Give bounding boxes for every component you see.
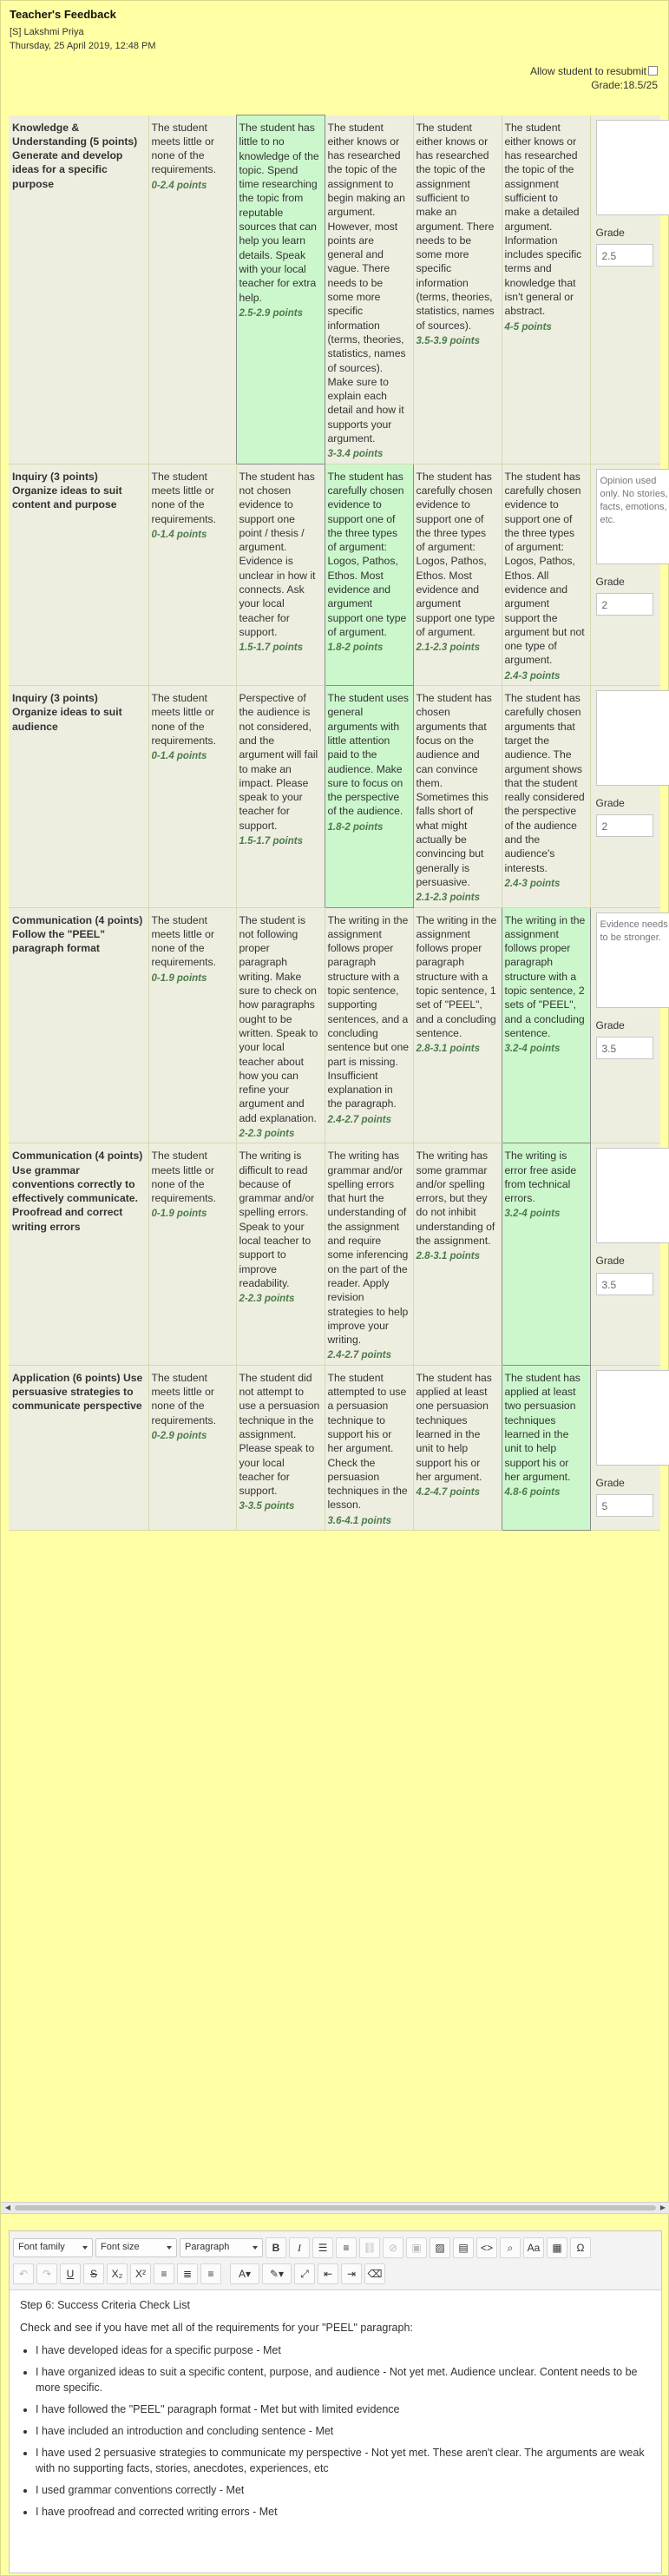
checklist-item: • I have proofread and corrected writing errors - Met (36, 2504, 651, 2520)
fullscreen-icon[interactable]: ⤢ (294, 2263, 315, 2284)
remark-textarea[interactable] (596, 120, 669, 215)
rubric-level[interactable] (236, 1143, 325, 1365)
level-description: The student meets little or none of the requirements. (151, 1371, 217, 1426)
checklist (20, 2342, 651, 2520)
remark-cell (590, 1365, 660, 1530)
level-points: 1.8-2 points (327, 821, 384, 833)
level-points: 0-1.4 points (151, 529, 207, 540)
scroll-left-icon[interactable]: ◀ (4, 2204, 11, 2211)
font-family-select[interactable]: Font family (13, 2238, 93, 2257)
remark-textarea[interactable] (596, 690, 669, 786)
level-description: The student has chosen arguments that focus on the audience and can convince them. Sometimes this falls short of what might actually be convincing but generally is persuasive. (416, 692, 492, 888)
rubric-row (9, 686, 660, 907)
level-description: The student has carefully chosen evidence to support one of the three types of argument: Logos, Pathos, Ethos. All evidence and argument support the argument but not one type of argument. (504, 470, 585, 667)
level-points: 3-3.5 points (239, 1501, 295, 1512)
rubric-level[interactable] (413, 464, 502, 685)
level-points: 0-2.9 points (151, 1430, 207, 1441)
level-description: The student has carefully chosen arguments that target the audience. The argument shows that the student really considered the perspective of the audience and the audience's interests. (504, 692, 585, 874)
rubric-level[interactable] (148, 464, 236, 685)
outdent-icon[interactable]: ⇤ (318, 2263, 338, 2284)
level-description: The student either knows or has researched the topic of the assignment to begin making an argument. However, most points are general and vague. There needs to be some more specific information (terms, theories, statistics, names of sources). Make sure to explain each detail and how it supports your argument. (327, 121, 406, 445)
checklist-item: • I used grammar conventions correctly - Met (36, 2482, 651, 2498)
rubric-table (9, 115, 668, 1531)
unlink-icon[interactable]: ⊘ (383, 2237, 403, 2258)
superscript-icon[interactable]: X² (130, 2263, 151, 2284)
scroll-right-icon[interactable]: ▶ (659, 2204, 666, 2211)
level-points: 2.4-2.7 points (327, 1350, 391, 1361)
font-size-select[interactable]: Font size (95, 2238, 177, 2257)
rubric-level[interactable] (502, 907, 590, 1143)
level-description: The writing in the assignment follows proper paragraph structure with a topic sentence, 2 sets of "PEEL", and a concluding sentence. (504, 913, 586, 1039)
media-icon[interactable]: ▣ (406, 2237, 427, 2258)
level-points: 2.8-3.1 points (416, 1251, 480, 1262)
rubric-row (9, 1143, 660, 1365)
rubric-level[interactable] (413, 686, 502, 907)
level-points: 3.6-4.1 points (327, 1515, 391, 1526)
resubmit-checkbox[interactable] (648, 66, 658, 76)
level-points: 1.5-1.7 points (239, 836, 303, 847)
criterion-title: Knowledge & Understanding (5 points) Generate and develop ideas for a specific purpose (9, 115, 148, 464)
text-color-icon[interactable]: A▾ (230, 2263, 259, 2284)
align-center-icon[interactable]: ≣ (177, 2263, 198, 2284)
criterion-title: Inquiry (3 points) Organize ideas to suit audience (9, 686, 148, 907)
image-icon[interactable]: ▨ (430, 2237, 450, 2258)
level-points: 0-2.4 points (151, 180, 207, 191)
grade-input[interactable]: 2.5 (596, 244, 653, 267)
level-points: 2-2.3 points (239, 1294, 295, 1305)
italic-icon[interactable]: I (289, 2237, 310, 2258)
rubric-level[interactable] (148, 1365, 236, 1530)
special-char-icon[interactable]: Aa (523, 2237, 544, 2258)
rubric-level[interactable] (236, 1365, 325, 1530)
level-points: 4.8-6 points (504, 1487, 561, 1499)
level-points: 3.2-4 points (504, 1209, 561, 1220)
criterion-title: Communication (4 points) Follow the "PEEL" paragraph format (9, 907, 148, 1143)
level-points: 4.2-4.7 points (416, 1487, 480, 1499)
rubric-level[interactable] (148, 907, 236, 1143)
bullet-list-icon[interactable]: ☰ (312, 2237, 333, 2258)
align-left-icon[interactable]: ≡ (154, 2263, 174, 2284)
rubric-level[interactable] (325, 686, 413, 907)
rubric-level[interactable] (236, 464, 325, 685)
grade-input[interactable]: 5 (596, 1494, 653, 1517)
checklist-intro: Check and see if you have met all of the requirements for your "PEEL" paragraph: (20, 2322, 413, 2334)
grade-input[interactable]: 3.5 (596, 1037, 653, 1059)
submission-date: Thursday, 25 April 2019, 12:48 PM (10, 41, 156, 51)
level-description: The writing in the assignment follows proper paragraph structure with a topic sentence, 1 set of "PEEL", and a concluding sentence. (416, 913, 497, 1039)
remark-textarea[interactable]: Evidence needs to be stronger. (596, 912, 669, 1008)
checklist-heading: Step 6: Success Criteria Check List (20, 2299, 190, 2311)
checklist-item: • I have followed the "PEEL" paragraph format - Met but with limited evidence (36, 2401, 651, 2417)
level-description: The student meets little or none of the requirements. (151, 1150, 217, 1205)
grade-total: Grade:18.5/25 (591, 79, 658, 91)
level-description: The student has applied at least two persuasion techniques learned in the unit to help support his or her argument. (504, 1371, 580, 1483)
level-description: The student meets little or none of the requirements. (151, 470, 217, 525)
scrollbar-thumb[interactable] (15, 2205, 656, 2210)
strikethrough-icon[interactable]: S (83, 2263, 104, 2284)
grade-label: Grade (595, 797, 625, 810)
resubmit-label: Allow student to resubmit (529, 65, 646, 77)
level-points: 1.8-2 points (327, 642, 384, 654)
remark-cell (590, 907, 668, 1143)
level-description: The student has little to no knowledge of the topic. Spend time researching the topic from reputable sources that can help you learn details. Speak with your local teacher for extra help. (239, 122, 319, 304)
level-points: 2.1-2.3 points (416, 893, 480, 904)
level-description: The student meets little or none of the requirements. (151, 692, 217, 747)
level-description: The student meets little or none of the requirements. (151, 121, 217, 176)
rubric-level[interactable] (325, 115, 413, 464)
rubric-level[interactable] (502, 686, 590, 907)
level-description: The student meets little or none of the requirements. (151, 913, 217, 969)
rubric-level[interactable] (325, 907, 413, 1143)
level-points: 2-2.3 points (239, 1128, 295, 1139)
remark-cell (590, 686, 660, 907)
level-points: 3.2-4 points (504, 1044, 561, 1055)
grade-label: Grade (595, 575, 625, 588)
highlight-color-icon[interactable]: ✎▾ (262, 2263, 292, 2284)
rubric-level[interactable] (325, 464, 413, 685)
rubric-level[interactable] (148, 115, 236, 464)
rubric-level[interactable] (502, 1365, 590, 1530)
find-icon[interactable]: ⌕ (500, 2237, 521, 2258)
level-points: 0-1.9 points (151, 972, 207, 984)
level-description: The student is not following proper paragraph writing. Make sure to check on how paragraphs ought to be written. Speak to your local teacher about how you can refine your argument and add explanation. (239, 913, 318, 1124)
level-description: The student did not attempt to use a persuasion technique in the assignment. Please speak to your local teacher for support. (239, 1371, 320, 1498)
level-points: 2.4-3 points (504, 670, 561, 682)
omega-icon[interactable]: Ω (570, 2237, 591, 2258)
page-title: Teacher's Feedback (10, 8, 116, 21)
rubric-level[interactable] (236, 686, 325, 907)
level-points: 0-1.4 points (151, 751, 207, 762)
level-description: The student has carefully chosen evidence to support one of the three types of argument: Logos, Pathos, Ethos. Most evidence and argument support one type of argument. (327, 470, 407, 638)
rubric-level[interactable] (148, 686, 236, 907)
rubric-row (9, 464, 660, 685)
remark-cell (590, 1143, 660, 1365)
rubric-level[interactable] (325, 1365, 413, 1530)
level-description: The writing has grammar and/or spelling errors that hurt the understanding of the assignment and require some inferencing on the part of the reader. Apply revision strategies to help improve your writing. (327, 1150, 409, 1347)
level-description: The student either knows or has researched the topic of the assignment sufficient to make an argument. There needs to be some more specific information (terms, theories, statistics, names of sources). (416, 121, 495, 332)
level-description: The writing has some grammar and/or spelling errors, but they do not inhibit understanding of the assignment. (416, 1150, 495, 1248)
level-description: The student has applied at least one persuasion techniques learned in the unit to help support his or her argument. (416, 1371, 492, 1483)
editor-toolbar (10, 2231, 661, 2290)
grade-label: Grade (595, 1476, 625, 1489)
level-description: The student either knows or has researched the topic of the assignment sufficient to make a detailed argument. Information includes specific terms and knowledge that isn't general or abstract. (504, 121, 582, 318)
undo-icon[interactable]: ↶ (13, 2263, 34, 2284)
grade-label: Grade (595, 1018, 625, 1031)
align-right-icon[interactable]: ≡ (200, 2263, 221, 2284)
level-description: Perspective of the audience is not considered, and the argument will fail to make an impact. Please speak to your teacher for support. (239, 692, 318, 832)
grade-label: Grade (595, 1255, 625, 1268)
rubric-level[interactable] (413, 1143, 502, 1365)
grade-label: Grade (595, 226, 625, 239)
video-icon[interactable]: ▤ (453, 2237, 474, 2258)
level-description: The writing in the assignment follows proper paragraph structure with a topic sentence, supporting sentences, and a concluding sentence but one part is missing. Insufficient explanation in the paragraph. (327, 913, 410, 1110)
rubric-level[interactable] (413, 1365, 502, 1530)
remark-cell (590, 115, 660, 464)
level-description: The writing is error free aside from technical errors. (504, 1150, 577, 1205)
rubric-level[interactable] (502, 1143, 590, 1365)
table-icon[interactable]: ▦ (547, 2237, 567, 2258)
rubric-level[interactable] (325, 1143, 413, 1365)
resubmit-area (530, 65, 658, 91)
remark-cell (590, 464, 668, 685)
remark-textarea[interactable] (596, 1148, 669, 1243)
rubric-row (9, 1365, 660, 1530)
level-points: 1.5-1.7 points (239, 642, 303, 654)
rubric-level[interactable] (413, 115, 502, 464)
feedback-header (1, 1, 668, 67)
grade-input[interactable]: 3.5 (596, 1273, 653, 1295)
level-points: 2.4-2.7 points (327, 1114, 391, 1125)
level-points: 2.8-3.1 points (416, 1044, 480, 1055)
remark-textarea[interactable] (596, 1370, 669, 1466)
level-points: 2.1-2.3 points (416, 642, 480, 654)
rubric-level[interactable] (148, 1143, 236, 1365)
checklist-item: • I have organized ideas to suit a specific content, purpose, and audience - Not yet met. Audience unclear. Content needs to be more specific. (36, 2364, 651, 2395)
underline-icon[interactable]: U (60, 2263, 81, 2284)
rubric-level[interactable] (236, 907, 325, 1143)
checklist-item: • I have used 2 persuasive strategies to communicate my perspective - Not yet met. These aren't clear. The arguments are weak with no supporting facts, stories, anecdotes, experiences, etc (36, 2445, 651, 2476)
rubric-row (9, 115, 660, 464)
rubric-row (9, 907, 660, 1143)
level-description: The student has carefully chosen evidence to support one of the three types of argument: Logos, Pathos, Ethos. Most evidence and argument support one type of argument. (416, 470, 495, 638)
level-description: The student uses general arguments with little attention paid to the audience. Make sure to focus on the perspective of the audience. (327, 692, 409, 818)
level-description: The writing is difficult to read because of grammar and/or spelling errors. Speak to your local teacher to support to improve readability. (239, 1150, 315, 1289)
rubric-level[interactable] (236, 115, 325, 464)
level-points: 3-3.4 points (327, 449, 384, 460)
indent-icon[interactable]: ⇥ (341, 2263, 362, 2284)
level-points: 2.5-2.9 points (239, 307, 303, 319)
link-icon[interactable]: ⛓ (359, 2237, 380, 2258)
level-description: The student attempted to use a persuasion technique to support his or her argument. Check the persuasion techniques in the lesson. (327, 1371, 408, 1512)
feedback-editor (9, 2230, 662, 2573)
clear-formatting-icon[interactable]: ⌫ (364, 2263, 385, 2284)
level-points: 2.4-3 points (504, 878, 561, 889)
editor-content[interactable] (10, 2290, 661, 2533)
numbered-list-icon[interactable]: ≡ (336, 2237, 357, 2258)
checklist-item: • I have included an introduction and concluding sentence - Met (36, 2423, 651, 2439)
level-description: The student has not chosen evidence to support one point / thesis / argument. Evidence is unclear in how it connects. Ask your local teacher for support. (239, 470, 316, 638)
subscript-icon[interactable]: X₂ (107, 2263, 128, 2284)
level-points: 4-5 points (504, 321, 552, 333)
code-icon[interactable]: <> (476, 2237, 497, 2258)
horizontal-scrollbar[interactable] (1, 2202, 669, 2214)
rubric-level[interactable] (502, 115, 590, 464)
criterion-title: Inquiry (3 points) Organize ideas to suit content and purpose (9, 464, 148, 685)
level-points: 0-1.9 points (151, 1209, 207, 1220)
checklist-item: • I have developed ideas for a specific purpose - Met (36, 2342, 651, 2358)
criterion-title: Communication (4 points) Use grammar conventions correctly to effectively communicate. Proofread and correct writing errors (9, 1143, 148, 1365)
remark-textarea[interactable]: Opinion used only. No stories, facts, emotions, etc. (596, 469, 669, 564)
bold-icon[interactable]: B (266, 2237, 286, 2258)
rubric-level[interactable] (502, 464, 590, 685)
criterion-title: Application (6 points) Use persuasive strategies to communicate perspective (9, 1365, 148, 1530)
level-points: 3.5-3.9 points (416, 335, 480, 346)
redo-icon[interactable]: ↷ (36, 2263, 57, 2284)
student-name: [S] Lakshmi Priya (10, 27, 84, 37)
grade-input[interactable]: 2 (596, 593, 653, 616)
rubric-level[interactable] (413, 907, 502, 1143)
grade-input[interactable]: 2 (596, 814, 653, 837)
paragraph-format-select[interactable]: Paragraph (180, 2238, 263, 2257)
